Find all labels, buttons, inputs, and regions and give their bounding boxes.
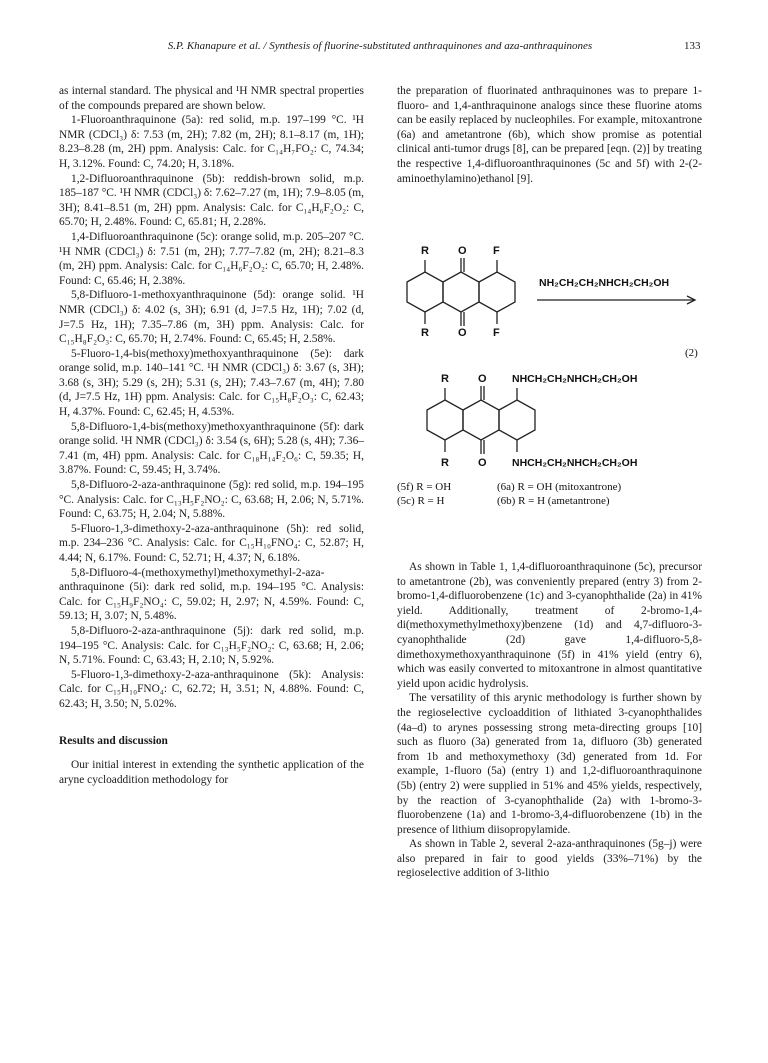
ring-middle: [443, 272, 479, 312]
label-5c: (5c) R = H: [397, 495, 445, 507]
ring-right: [479, 272, 515, 312]
section-heading: Results and discussion: [59, 734, 168, 747]
product-chain-bottom: NHCH₂CH₂NHCH₂CH₂OH: [512, 457, 638, 469]
reagent-label: NH₂CH₂CH₂NHCH₂CH₂OH: [539, 277, 670, 289]
paragraph: as internal standard. The physical and ¹H NMR spectral properties of the compounds prepared are shown below.: [59, 85, 364, 112]
compound-5f: 5,8-Difluoro-1,4-bis(methoxy)methoxyanthraquinone (5f): dark orange solid. ¹H NMR (CDCl₃) δ: 3.54 (s, 6H); 5.28 (s, 4H); 7.36–7.41 (m, 4H) ppm. Analysis: Calc. for C₁₈H₁₄F₂O₆: C, 59.35; H, 3.87%. Found: C, 59.45; H, 3.74%.: [59, 420, 364, 477]
compound-5k: 5-Fluoro-1,3-dimethoxy-2-aza-anthraquinone (5k): Analysis: Calc. for C₁₅H₁₀FNO₄: C, 62.72; H, 3.51; N, 4.88%. Found: C, 62.43; H, 3.50; N, 5.02%.: [59, 668, 364, 710]
product-ring-right: [499, 400, 535, 440]
product-o-top: O: [478, 373, 487, 385]
substrate-r-top: R: [421, 245, 429, 257]
right-column-bottom: [397, 560, 702, 881]
product-r-bottom: R: [441, 457, 449, 469]
reaction-scheme-drawing: [397, 240, 707, 530]
left-column: [59, 84, 364, 787]
compound-5i: 5,8-Difluoro-4-(methoxymethyl)methoxymethyl-2-aza-anthraquinone (5i): dark red solid, m.p. 194–195 °C. Analysis: Calc. for C₁₅H₉F₂NO₄: C, 59.02; H, 2.97; N, 4.59%. Found: C, 59.13; H, 3.07; N, 5.48%.: [59, 566, 364, 623]
paragraph: Our initial interest in extending the synthetic application of the aryne cycloaddition methodology for: [59, 759, 364, 786]
product-chain-top: NHCH₂CH₂NHCH₂CH₂OH: [512, 373, 638, 385]
compound-5j: 5,8-Difluoro-2-aza-anthraquinone (5j): dark red solid, m.p. 194–195 °C. Analysis: Calc. for C₁₃H₅F₂NO₂: C, 63.68; H, 2.06; N, 5.71%. Found: C, 63.43; H, 2.10; N, 5.92%.: [59, 624, 364, 667]
equation-number: (2): [685, 347, 698, 359]
substrate-o-bottom: O: [458, 327, 467, 339]
paragraph: As shown in Table 2, several 2-aza-anthraquinones (5g–j) were also prepared in fair to good yields (33%–71%) by the regioselective addition of 3-lithio: [397, 838, 702, 880]
running-title: S.P. Khanapure et al. / Synthesis of fluorine-substituted anthraquinones and aza-anthraquinones: [167, 40, 593, 52]
ring-left: [407, 272, 443, 312]
label-6a: (6a) R = OH (mitoxantrone): [497, 481, 622, 493]
paragraph: As shown in Table 1, 1,4-difluoroanthraquinone (5c), precursor to ametantrone (2b), was conveniently prepared (entry 3) from 2-bromo-1,4-difluorobenzene (1c) and 3-cyanophthalide (2a) in 41% yield. Additionally, treatment of 2-bromo-1,4-di(methoxymethylmethoxy)benzene (1d) and 4,7-difluoro-3-cyanophthalide (2d) gave 1,4-difluoro-5,8-dimethoxymethoxyanthraquinone (5f) in 41% yield (entry 6), which was easily converted to mitoxantrone in almost quantitative yield upon acidic hydrolysis.: [397, 561, 702, 690]
paragraph: the preparation of fluorinated anthraquinones was to prepare 1-fluoro- and 1,4-anthraquinone analogs since these fluorine atoms can be easily replaced by nucleophiles. For example, mitoxantrone (6a) and ametantrone (6b), which show promise as potential clinical anti-tumor drugs [8], can be prepared [eqn. (2)] by treating the respective 1,4-difluoroanthraquinones (5c and 5f) with 2-(2-aminoethylamino)ethanol [9].: [397, 85, 702, 185]
product-ring-middle: [463, 400, 499, 440]
substrate-f-bottom: F: [493, 327, 500, 339]
substrate-f-top: F: [493, 245, 500, 257]
page-number: 133: [684, 40, 701, 52]
reaction-scheme: [397, 240, 707, 530]
substrate-o-top: O: [458, 245, 467, 257]
compound-5e: 5-Fluoro-1,4-bis(methoxy)methoxyanthraquinone (5e): dark orange solid, m.p. 140–141 °C. ¹H NMR (CDCl₃) δ: 3.67 (s, 3H); 3.68 (s, 3H); 5.29 (s, 2H); 5.31 (s, 2H); 7.43–7.67 (m, 4H); 7.80 (d, J=7.5 Hz, 1H) ppm. Analysis: Calc. for C₁₅H₈F₂O₃: C, 62.43; H, 4.37%. Found: C, 62.45; H, 4.53%.: [59, 347, 364, 419]
right-column-top: [397, 84, 702, 186]
product-ring-left: [427, 400, 463, 440]
label-6b: (6b) R = H (ametantrone): [497, 495, 610, 507]
label-5f: (5f) R = OH: [397, 481, 452, 493]
substrate-r-bottom: R: [421, 327, 429, 339]
running-header: [60, 40, 700, 52]
compound-5d: 5,8-Difluoro-1-methoxyanthraquinone (5d): orange solid. ¹H NMR (CDCl₃) δ: 4.02 (s, 3H); 6.91 (d, J=7.5 Hz, 1H); 7.02 (d, J=7.5 Hz, 1H); 7.35–7.86 (m, 3H) ppm. Analysis: Calc. for C₁₅H₈F₂O₃: C, 65.70; H, 2.74%. Found: C, 65.45; H, 2.58%.: [59, 289, 364, 346]
paragraph: The versatility of this arynic methodology is further shown by the regioselective cycloaddition of lithiated 3-cyanophthalides (4a–d) to arynes possessing strong meta-directing groups [10] such as fluoro (3a) generated from 1a, difluoro (3b) generated from 1b and methoxymethoxy (3d) generated from 1d. For example, 1-fluoro (5a) (entry 1) and 1,2-difluoroanthraquinone (5b) (entry 2) were supplied in 51% and 45% yields, respectively, by the reaction of 3-cyanophthalide (2a) with 1-bromo-3-fluorobenzene (1a) and 1-bromo-3,4-difluorobenzene (1b) in the presence of lithium diisopropylamide.: [397, 692, 702, 836]
compound-5a: 1-Fluoroanthraquinone (5a): red solid, m.p. 197–199 °C. ¹H NMR (CDCl₃) δ: 7.53 (m, 2H); 7.82 (m, 2H); 8.1–8.17 (m, 1H); 8.23–8.28 (m, 2H) ppm. Analysis: Calc. for C₁₄H₇FO₂: C, 74.34; H, 3.12%. Found: C, 74.20; H, 3.18%.: [59, 114, 364, 170]
product-r-top: R: [441, 373, 449, 385]
compound-5h: 5-Fluoro-1,3-dimethoxy-2-aza-anthraquinone (5h): red solid, m.p. 234–236 °C. Analysis: Calc. for C₁₅H₁₀FNO₄: C, 52.87; H, 4.44; N, 6.17%. Found: C, 52.71; H, 4.37; N, 6.18%.: [59, 522, 364, 564]
compound-5c: 1,4-Difluoroanthraquinone (5c): orange solid, m.p. 205–207 °C. ¹H NMR (CDCl₃) δ: 7.51 (m, 2H); 7.77–7.82 (m, 2H); 8.21–8.3 (m, 2H) ppm. Analysis: Calc. for C₁₄H₆F₂O₂: C, 65.70; H, 2.48%. Found: C, 65.46; H, 2.38%.: [59, 230, 364, 287]
compound-5g: 5,8-Difluoro-2-aza-anthraquinone (5g): red solid, m.p. 194–195 °C. Analysis: Calc. for C₁₃H₅F₂NO₂: C, 63.68; H, 2.06; N, 5.71%. Found: C, 63.75; H, 2.04; N, 5.88%.: [59, 479, 364, 521]
compound-5b: 1,2-Difluoroanthraquinone (5b): reddish-brown solid, m.p. 185–187 °C. ¹H NMR (CDCl₃) δ: 7.62–7.27 (m, 1H); 7.9–8.05 (m, 3H); 8.41–8.51 (m, 2H) ppm. Analysis: Calc. for C₁₄H₆F₂O₂: C, 65.70; H, 2.48%. Found: C, 65.81; H, 2.28%.: [59, 172, 364, 229]
product-o-bottom: O: [478, 457, 487, 469]
